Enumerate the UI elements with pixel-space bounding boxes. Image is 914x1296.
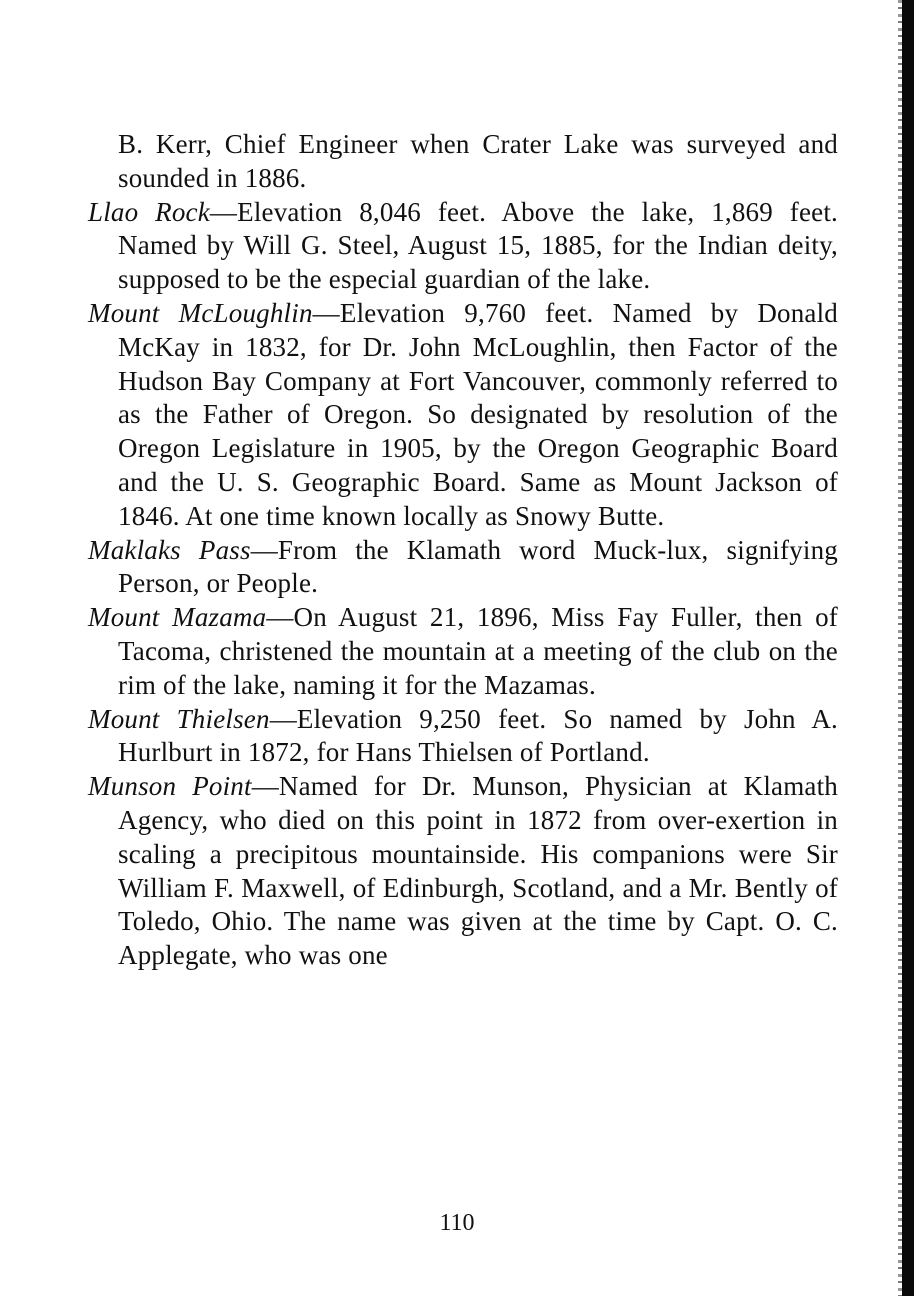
entry-mount-thielsen [88,703,838,771]
entry-term: Mount Thielsen [88,703,270,734]
entry-maklaks-pass [88,534,838,602]
entry-llao-rock [88,196,838,297]
entry-mount-mazama [88,601,838,702]
entry-text: —On August 21, 1896, Miss Fay Fuller, then of Tacoma, christened the mountain at a meeting of the club on the rim of the lake, naming it for the Mazamas. [118,602,838,700]
entry-text: —Named for Dr. Munson, Physician at Klamath Agency, who died on this point in 1872 from over-exertion in scaling a precipitous mountainside. His companions were Sir William F. Maxwell, of Edinburgh, Scotland, and a Mr. Bently of Toledo, Ohio. The name was given at the time by Capt. O. C. Applegate, who was one [118,771,838,971]
entry-term: Mount Mazama [88,602,267,633]
entry-text: —Elevation 9,760 feet. Named by Donald McKay in 1832, for Dr. John McLoughlin, then Factor of the Hudson Bay Company at Fort Vancouver, commonly referred to as the Father of Oregon. So designated by resolution of the Oregon Legislature in 1905, by the Oregon Geographic Board and the U. S. Geographic Board. Same as Mount Jackson of 1846. At one time known locally as Snowy Butte. [118,297,839,531]
entry-text: —Elevation 8,046 feet. Above the lake, 1,869 feet. Named by Will G. Steel, August 15, 1885, for the Indian deity, supposed to be the especial guardian of the lake. [118,196,838,295]
page-binding-edge [902,0,914,1296]
entry-term: Maklaks Pass [88,534,251,565]
glossary-text [88,128,838,973]
entry-munson-point [88,770,838,973]
entry-mount-mcloughlin [88,297,838,534]
entry-term: Mount McLoughlin [88,297,313,328]
continued-paragraph: B. Kerr, Chief Engineer when Crater Lake was surveyed and sounded in 1886. [118,129,838,193]
entry-text: —From the Klamath word Muck-lux, signifying Person, or People. [118,534,838,599]
entry-text: —Elevation 9,250 feet. So named by John A. Hurlburt in 1872, for Hans Thielsen of Portland. [118,703,838,768]
entry-term: Munson Point [88,771,252,802]
entry-term: Llao Rock [88,196,210,227]
page-number: 110 [439,1210,475,1236]
